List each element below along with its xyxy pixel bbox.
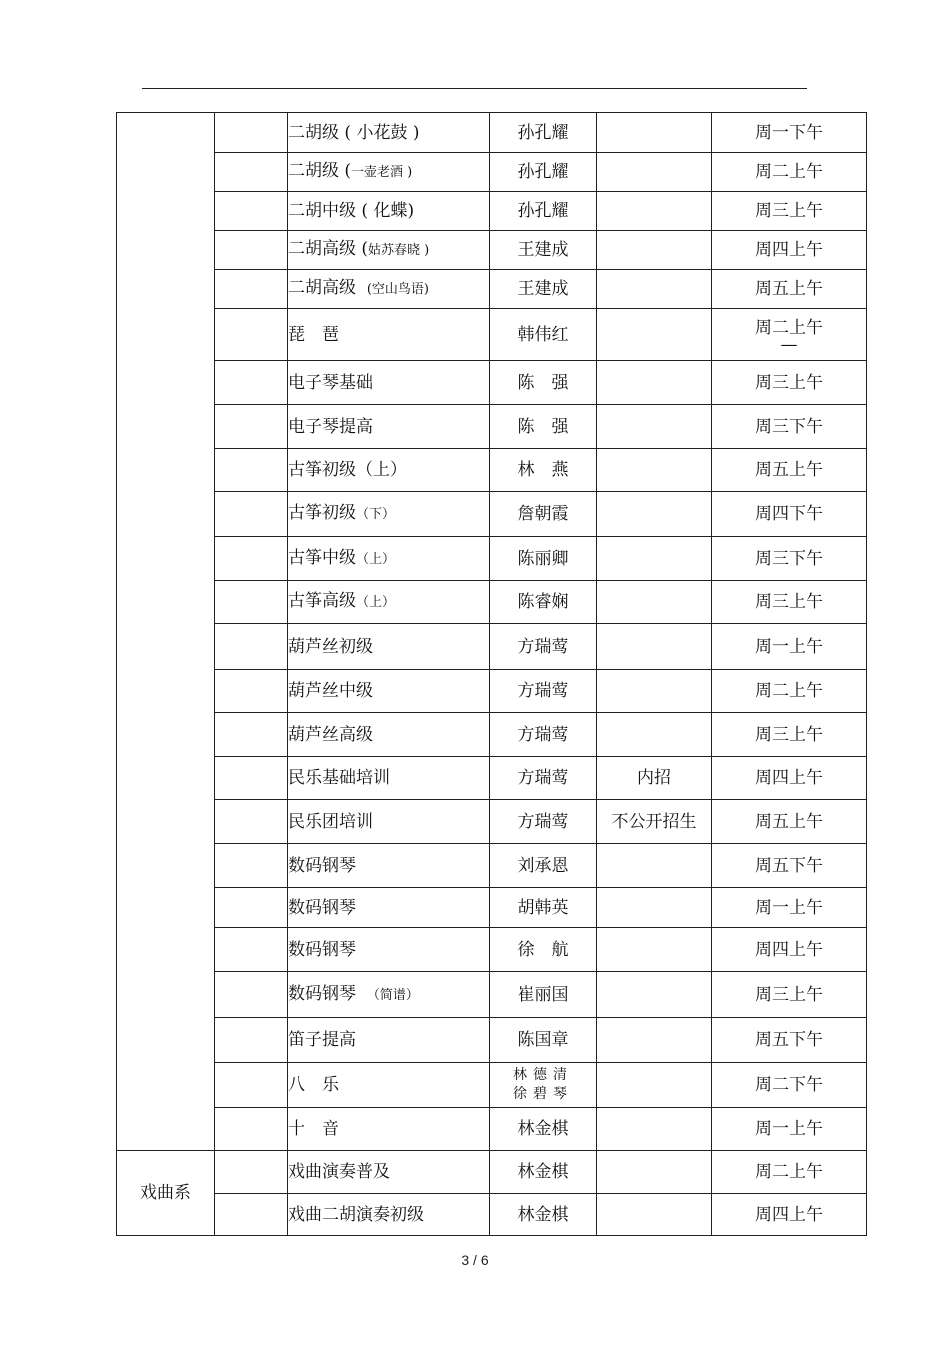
teacher-cell: 孙孔耀 bbox=[490, 153, 597, 192]
day-cell: 周五上午 bbox=[712, 270, 867, 309]
course-cell bbox=[288, 449, 490, 492]
day-cell: 周五上午 bbox=[712, 449, 867, 492]
note-cell bbox=[597, 361, 712, 405]
teacher-cell: 孙孔耀 bbox=[490, 113, 597, 153]
course-cell bbox=[288, 492, 490, 537]
course-name: 古筝中级 bbox=[288, 547, 356, 568]
teacher-cell: 陈 强 bbox=[490, 361, 597, 405]
course-name: 葫芦丝高级 bbox=[288, 724, 373, 745]
table-row bbox=[117, 309, 867, 361]
course-name: 葫芦丝初级 bbox=[288, 636, 373, 657]
note-cell bbox=[597, 972, 712, 1018]
course-name: 二胡高级 bbox=[288, 278, 356, 298]
course-name: 古筝初级（上） bbox=[288, 460, 407, 480]
day-text: 周二上午 bbox=[755, 317, 823, 338]
table-row bbox=[117, 270, 867, 309]
course-name: 电子琴提高 bbox=[288, 416, 373, 437]
note-cell bbox=[597, 1194, 712, 1236]
course-name: 笛子提高 bbox=[288, 1030, 356, 1050]
course-cell bbox=[288, 270, 490, 309]
course-cell bbox=[288, 405, 490, 449]
teacher-cell: 孙孔耀 bbox=[490, 192, 597, 231]
table-row bbox=[117, 972, 867, 1018]
day-cell bbox=[712, 309, 867, 361]
course-cell bbox=[288, 757, 490, 800]
table-row bbox=[117, 231, 867, 270]
course-cell bbox=[288, 713, 490, 757]
note-cell bbox=[597, 888, 712, 928]
number-cell bbox=[215, 113, 288, 153]
course-cell bbox=[288, 192, 490, 231]
course-cell bbox=[288, 1018, 490, 1063]
course-cell bbox=[288, 844, 490, 888]
course-cell bbox=[288, 800, 490, 844]
course-name: 电子琴基础 bbox=[288, 372, 373, 393]
course-name: 戏曲二胡演奏初级 bbox=[288, 1204, 424, 1225]
table-row bbox=[117, 1194, 867, 1236]
day-cell: 周三上午 bbox=[712, 192, 867, 231]
table-row bbox=[117, 713, 867, 757]
day-cell: 周一上午 bbox=[712, 1108, 867, 1151]
number-cell bbox=[215, 800, 288, 844]
day-cell: 周二下午 bbox=[712, 1063, 867, 1108]
day-cell: 周二上午 bbox=[712, 670, 867, 713]
note-cell bbox=[597, 1018, 712, 1063]
table-row bbox=[117, 153, 867, 192]
day-cell: 周一上午 bbox=[712, 624, 867, 670]
teacher-cell: 陈睿娴 bbox=[490, 581, 597, 624]
teacher-cell: 林金棋 bbox=[490, 1151, 597, 1194]
table-row bbox=[117, 670, 867, 713]
teacher-cell: 胡韩英 bbox=[490, 888, 597, 928]
day-cell: 周三上午 bbox=[712, 972, 867, 1018]
number-cell bbox=[215, 1063, 288, 1108]
number-cell bbox=[215, 361, 288, 405]
number-cell bbox=[215, 309, 288, 361]
course-cell bbox=[288, 1063, 490, 1108]
course-name: 十 音 bbox=[288, 1119, 339, 1139]
table-row bbox=[117, 1063, 867, 1108]
number-cell bbox=[215, 153, 288, 192]
teacher-cell: 陈国章 bbox=[490, 1018, 597, 1063]
course-name: 民乐基础培训 bbox=[288, 768, 390, 788]
course-schedule-table bbox=[116, 112, 867, 1236]
number-cell bbox=[215, 405, 288, 449]
number-cell bbox=[215, 928, 288, 972]
table-row bbox=[117, 361, 867, 405]
note-cell bbox=[597, 270, 712, 309]
teacher-cell: 王建成 bbox=[490, 231, 597, 270]
number-cell bbox=[215, 713, 288, 757]
course-cell bbox=[288, 153, 490, 192]
course-cell bbox=[288, 537, 490, 581]
note-cell bbox=[597, 449, 712, 492]
table-row bbox=[117, 1108, 867, 1151]
day-cell: 周五下午 bbox=[712, 844, 867, 888]
course-cell bbox=[288, 624, 490, 670]
teacher-cell: 林金棋 bbox=[490, 1194, 597, 1236]
course-sub: 姑苏春晓 ) bbox=[368, 243, 430, 258]
course-name: 二胡级 ( 小花鼓 ) bbox=[288, 122, 420, 143]
course-cell bbox=[288, 113, 490, 153]
day-cell: 周一上午 bbox=[712, 888, 867, 928]
teacher-cell: 詹朝霞 bbox=[490, 492, 597, 537]
day-cell: 周一下午 bbox=[712, 113, 867, 153]
table-row bbox=[117, 113, 867, 153]
course-name: 琵 琶 bbox=[288, 324, 339, 345]
day-cell: 周四上午 bbox=[712, 1194, 867, 1236]
note-cell bbox=[597, 1151, 712, 1194]
note-cell bbox=[597, 581, 712, 624]
note-cell bbox=[597, 928, 712, 972]
course-name: 二胡中级 ( 化蝶) bbox=[288, 201, 415, 221]
course-cell bbox=[288, 581, 490, 624]
table-row bbox=[117, 405, 867, 449]
department-cell: 戏曲系 bbox=[117, 1151, 215, 1236]
day-dash: — bbox=[780, 334, 798, 355]
number-cell bbox=[215, 1108, 288, 1151]
course-cell bbox=[288, 1108, 490, 1151]
header-rule bbox=[142, 88, 807, 89]
day-cell: 周二上午 bbox=[712, 1151, 867, 1194]
teacher-cell: 王建成 bbox=[490, 270, 597, 309]
number-cell bbox=[215, 231, 288, 270]
note-cell: 不公开招生 bbox=[597, 800, 712, 844]
day-cell: 周四上午 bbox=[712, 928, 867, 972]
course-name: 数码钢琴 bbox=[288, 939, 356, 960]
teacher-cell: 陈丽卿 bbox=[490, 537, 597, 581]
teacher-cell: 陈 强 bbox=[490, 405, 597, 449]
number-cell bbox=[215, 757, 288, 800]
teacher-cell: 韩伟红 bbox=[490, 309, 597, 361]
day-cell: 周三上午 bbox=[712, 361, 867, 405]
course-name: 数码钢琴 bbox=[288, 897, 356, 918]
note-cell bbox=[597, 1108, 712, 1151]
table-row bbox=[117, 1018, 867, 1063]
day-cell: 周三下午 bbox=[712, 537, 867, 581]
course-name: 八 乐 bbox=[288, 1075, 339, 1095]
number-cell bbox=[215, 1151, 288, 1194]
course-cell bbox=[288, 888, 490, 928]
note-cell bbox=[597, 309, 712, 361]
table-row bbox=[117, 928, 867, 972]
teacher-cell: 刘承恩 bbox=[490, 844, 597, 888]
teacher-name-1: 林德清 bbox=[513, 1067, 573, 1083]
note-cell bbox=[597, 113, 712, 153]
note-cell bbox=[597, 670, 712, 713]
table-row bbox=[117, 624, 867, 670]
course-sub: （下） bbox=[356, 507, 396, 522]
number-cell bbox=[215, 844, 288, 888]
day-cell: 周三下午 bbox=[712, 405, 867, 449]
teacher-cell: 崔丽国 bbox=[490, 972, 597, 1018]
teacher-cell: 方瑞莺 bbox=[490, 713, 597, 757]
number-cell bbox=[215, 670, 288, 713]
note-cell bbox=[597, 1063, 712, 1108]
course-name: 古筝高级 bbox=[288, 591, 356, 611]
table-row bbox=[117, 844, 867, 888]
note-cell bbox=[597, 492, 712, 537]
course-cell bbox=[288, 670, 490, 713]
teacher-cell: 方瑞莺 bbox=[490, 670, 597, 713]
teacher-cell: 徐 航 bbox=[490, 928, 597, 972]
course-sub: （上） bbox=[356, 595, 396, 610]
course-sub: (空山鸟语) bbox=[366, 282, 429, 297]
day-cell: 周四下午 bbox=[712, 492, 867, 537]
table-row bbox=[117, 800, 867, 844]
department-cell bbox=[117, 113, 215, 1151]
number-cell bbox=[215, 449, 288, 492]
number-cell bbox=[215, 624, 288, 670]
course-name: 民乐团培训 bbox=[288, 811, 373, 832]
course-cell bbox=[288, 231, 490, 270]
day-cell: 周四上午 bbox=[712, 231, 867, 270]
day-cell: 周三上午 bbox=[712, 713, 867, 757]
course-name: 二胡级 ( bbox=[288, 161, 352, 181]
number-cell bbox=[215, 537, 288, 581]
course-cell bbox=[288, 361, 490, 405]
note-cell bbox=[597, 405, 712, 449]
course-cell bbox=[288, 972, 490, 1018]
number-cell bbox=[215, 1018, 288, 1063]
course-cell bbox=[288, 928, 490, 972]
table-row bbox=[117, 192, 867, 231]
table-row bbox=[117, 1151, 867, 1194]
course-cell bbox=[288, 309, 490, 361]
day-cell: 周二上午 bbox=[712, 153, 867, 192]
course-cell bbox=[288, 1194, 490, 1236]
number-cell bbox=[215, 192, 288, 231]
note-cell bbox=[597, 153, 712, 192]
day-cell: 周五下午 bbox=[712, 1018, 867, 1063]
table-row bbox=[117, 757, 867, 800]
note-cell: 内招 bbox=[597, 757, 712, 800]
course-name: 古筝初级 bbox=[288, 503, 356, 523]
number-cell bbox=[215, 972, 288, 1018]
course-cell bbox=[288, 1151, 490, 1194]
course-sub: 一壶老酒 ) bbox=[351, 165, 413, 180]
teacher-cell: 方瑞莺 bbox=[490, 757, 597, 800]
course-name: 戏曲演奏普及 bbox=[288, 1162, 390, 1182]
note-cell bbox=[597, 192, 712, 231]
day-cell: 周五上午 bbox=[712, 800, 867, 844]
table-row bbox=[117, 492, 867, 537]
note-cell bbox=[597, 624, 712, 670]
teacher-cell: 林金棋 bbox=[490, 1108, 597, 1151]
table-row bbox=[117, 537, 867, 581]
number-cell bbox=[215, 888, 288, 928]
note-cell bbox=[597, 844, 712, 888]
table-row bbox=[117, 449, 867, 492]
note-cell bbox=[597, 713, 712, 757]
teacher-cell: 方瑞莺 bbox=[490, 800, 597, 844]
day-cell: 周三上午 bbox=[712, 581, 867, 624]
course-name: 二胡高级 ( bbox=[288, 239, 369, 259]
number-cell bbox=[215, 270, 288, 309]
note-cell bbox=[597, 537, 712, 581]
teacher-cell: 林 燕 bbox=[490, 449, 597, 492]
number-cell bbox=[215, 492, 288, 537]
number-cell bbox=[215, 1194, 288, 1236]
teacher-cell: 方瑞莺 bbox=[490, 624, 597, 670]
course-name: 数码钢琴 bbox=[288, 855, 356, 876]
table-row bbox=[117, 581, 867, 624]
course-name: 数码钢琴 bbox=[288, 983, 356, 1004]
page-number: 3 / 6 bbox=[461, 1252, 489, 1268]
course-name: 葫芦丝中级 bbox=[288, 681, 373, 701]
teacher-name-2: 徐碧琴 bbox=[513, 1086, 573, 1102]
course-sub: （上） bbox=[356, 551, 396, 567]
table-row bbox=[117, 888, 867, 928]
teacher-cell bbox=[490, 1063, 597, 1108]
course-sub: （简谱） bbox=[366, 987, 419, 1003]
day-cell: 周四上午 bbox=[712, 757, 867, 800]
number-cell bbox=[215, 581, 288, 624]
note-cell bbox=[597, 231, 712, 270]
